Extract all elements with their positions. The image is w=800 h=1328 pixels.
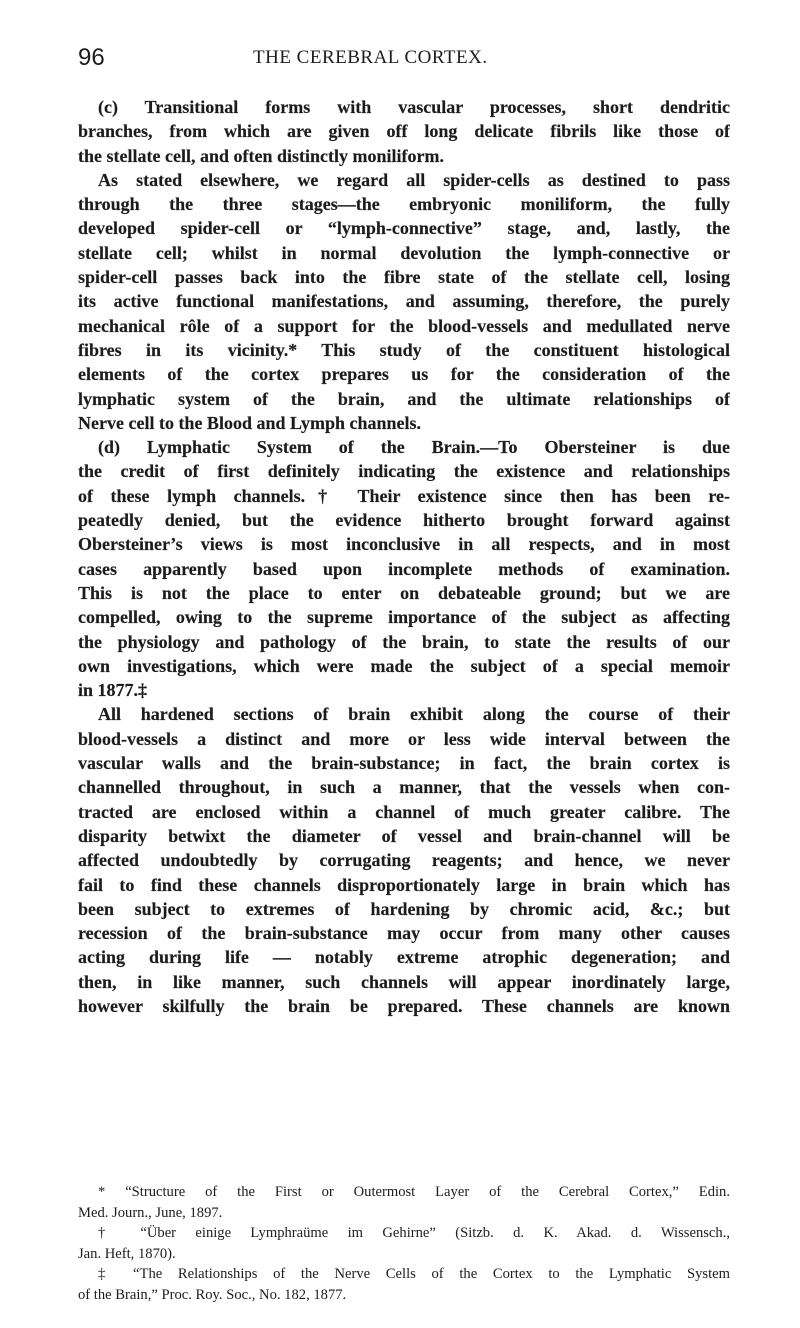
body-text (78, 95, 730, 1018)
footnote-line: Med. Journ., June, 1897. (78, 1204, 223, 1221)
text-line: in 1877.‡ (78, 680, 148, 701)
text-line: acting during life — notably extreme atrophic degeneration; and (78, 947, 730, 968)
footnotes (78, 1182, 730, 1306)
footnote-line: ‡ “The Relationships of the Nerve Cells of the Cortex to the Lymphatic System (98, 1266, 730, 1283)
text-line: fail to find these channels disproportionately large in brain which has (78, 874, 730, 895)
text-line: affected undoubtedly by corrugating reagents; and hence, we never (78, 850, 730, 871)
text-line: lymphatic system of the brain, and the ultimate relationships of (78, 388, 730, 409)
page-number: 96 (78, 44, 105, 71)
text-line: cases apparently based upon incomplete methods of examination. (78, 558, 730, 579)
text-line: spider-cell passes back into the fibre state of the stellate cell, losing (78, 267, 730, 288)
section-heading-line: (d) Lymphatic System of the Brain.—To Obersteiner is due (98, 437, 730, 458)
text-line: Nerve cell to the Blood and Lymph channels. (78, 412, 422, 433)
text-line: compelled, owing to the supreme importance of the subject as affecting (78, 607, 730, 628)
text-line: As stated elsewhere, we regard all spider-cells as destined to pass (98, 169, 730, 190)
text-line: channelled throughout, in such a manner, that the vessels when con- (78, 777, 730, 798)
footnote-line: † “Über einige Lymphraüme im Gehirne” (Sitzb. d. K. Akad. d. Wissensch., (98, 1225, 730, 1242)
footnote-line: Jan. Heft, 1870). (78, 1245, 176, 1262)
page-header (78, 44, 728, 74)
text-line: mechanical rôle of a support for the blood-vessels and medullated nerve (78, 315, 730, 336)
text-line: its active functional manifestations, and assuming, therefore, the purely (78, 291, 730, 312)
text-line: fibres in its vicinity.* This study of the constituent histological (78, 339, 730, 360)
text-line: elements of the cortex prepares us for the consideration of the (78, 364, 730, 385)
text-line: disparity betwixt the diameter of vessel and brain-channel will be (78, 825, 730, 846)
text-line: (c) Transitional forms with vascular processes, short dendritic (98, 97, 730, 117)
text-line: own investigations, which were made the subject of a special memoir (78, 655, 730, 676)
text-line: stellate cell; whilst in normal devolution the lymph-connective or (78, 242, 730, 263)
footnote-line: * “Structure of the First or Outermost Layer of the Cerebral Cortex,” Edin. (98, 1184, 730, 1200)
text-line: through the three stages—the embryonic moniliform, the fully (78, 194, 730, 215)
running-title: THE CEREBRAL CORTEX. (253, 47, 488, 68)
text-line: been subject to extremes of hardening by chromic acid, &c.; but (78, 898, 730, 919)
text-line: recession of the brain-substance may occur from many other causes (78, 923, 730, 944)
text-line: then, in like manner, such channels will appear inordinately large, (78, 971, 730, 992)
text-line: This is not the place to enter on debateable ground; but we are (78, 582, 730, 603)
text-line: peatedly denied, but the evidence hitherto brought forward against (78, 510, 730, 531)
text-line: vascular walls and the brain-substance; in fact, the brain cortex is (78, 753, 730, 774)
text-line: tracted are enclosed within a channel of much greater calibre. The (78, 801, 730, 822)
footnote-line: of the Brain,” Proc. Roy. Soc., No. 182, 1877. (78, 1286, 347, 1303)
text-line: the credit of first definitely indicating the existence and relationships (78, 461, 730, 482)
text-line: the physiology and pathology of the brain, to state the results of our (78, 631, 730, 652)
text-line: of these lymph channels.† Their existence since then has been re- (78, 485, 730, 506)
text-line: however skilfully the brain be prepared. These channels are known (78, 995, 730, 1016)
text-line: developed spider-cell or “lymph-connective” stage, and, lastly, the (78, 218, 730, 239)
text-line: Obersteiner’s views is most inconclusive in all respects, and in most (78, 534, 730, 555)
text-line: branches, from which are given off long delicate fibrils like those of (78, 121, 730, 142)
text-line: blood-vessels a distinct and more or less wide interval between the (78, 728, 730, 749)
text-line: the stellate cell, and often distinctly moniliform. (78, 145, 444, 166)
text-line: All hardened sections of brain exhibit along the course of their (98, 704, 730, 725)
